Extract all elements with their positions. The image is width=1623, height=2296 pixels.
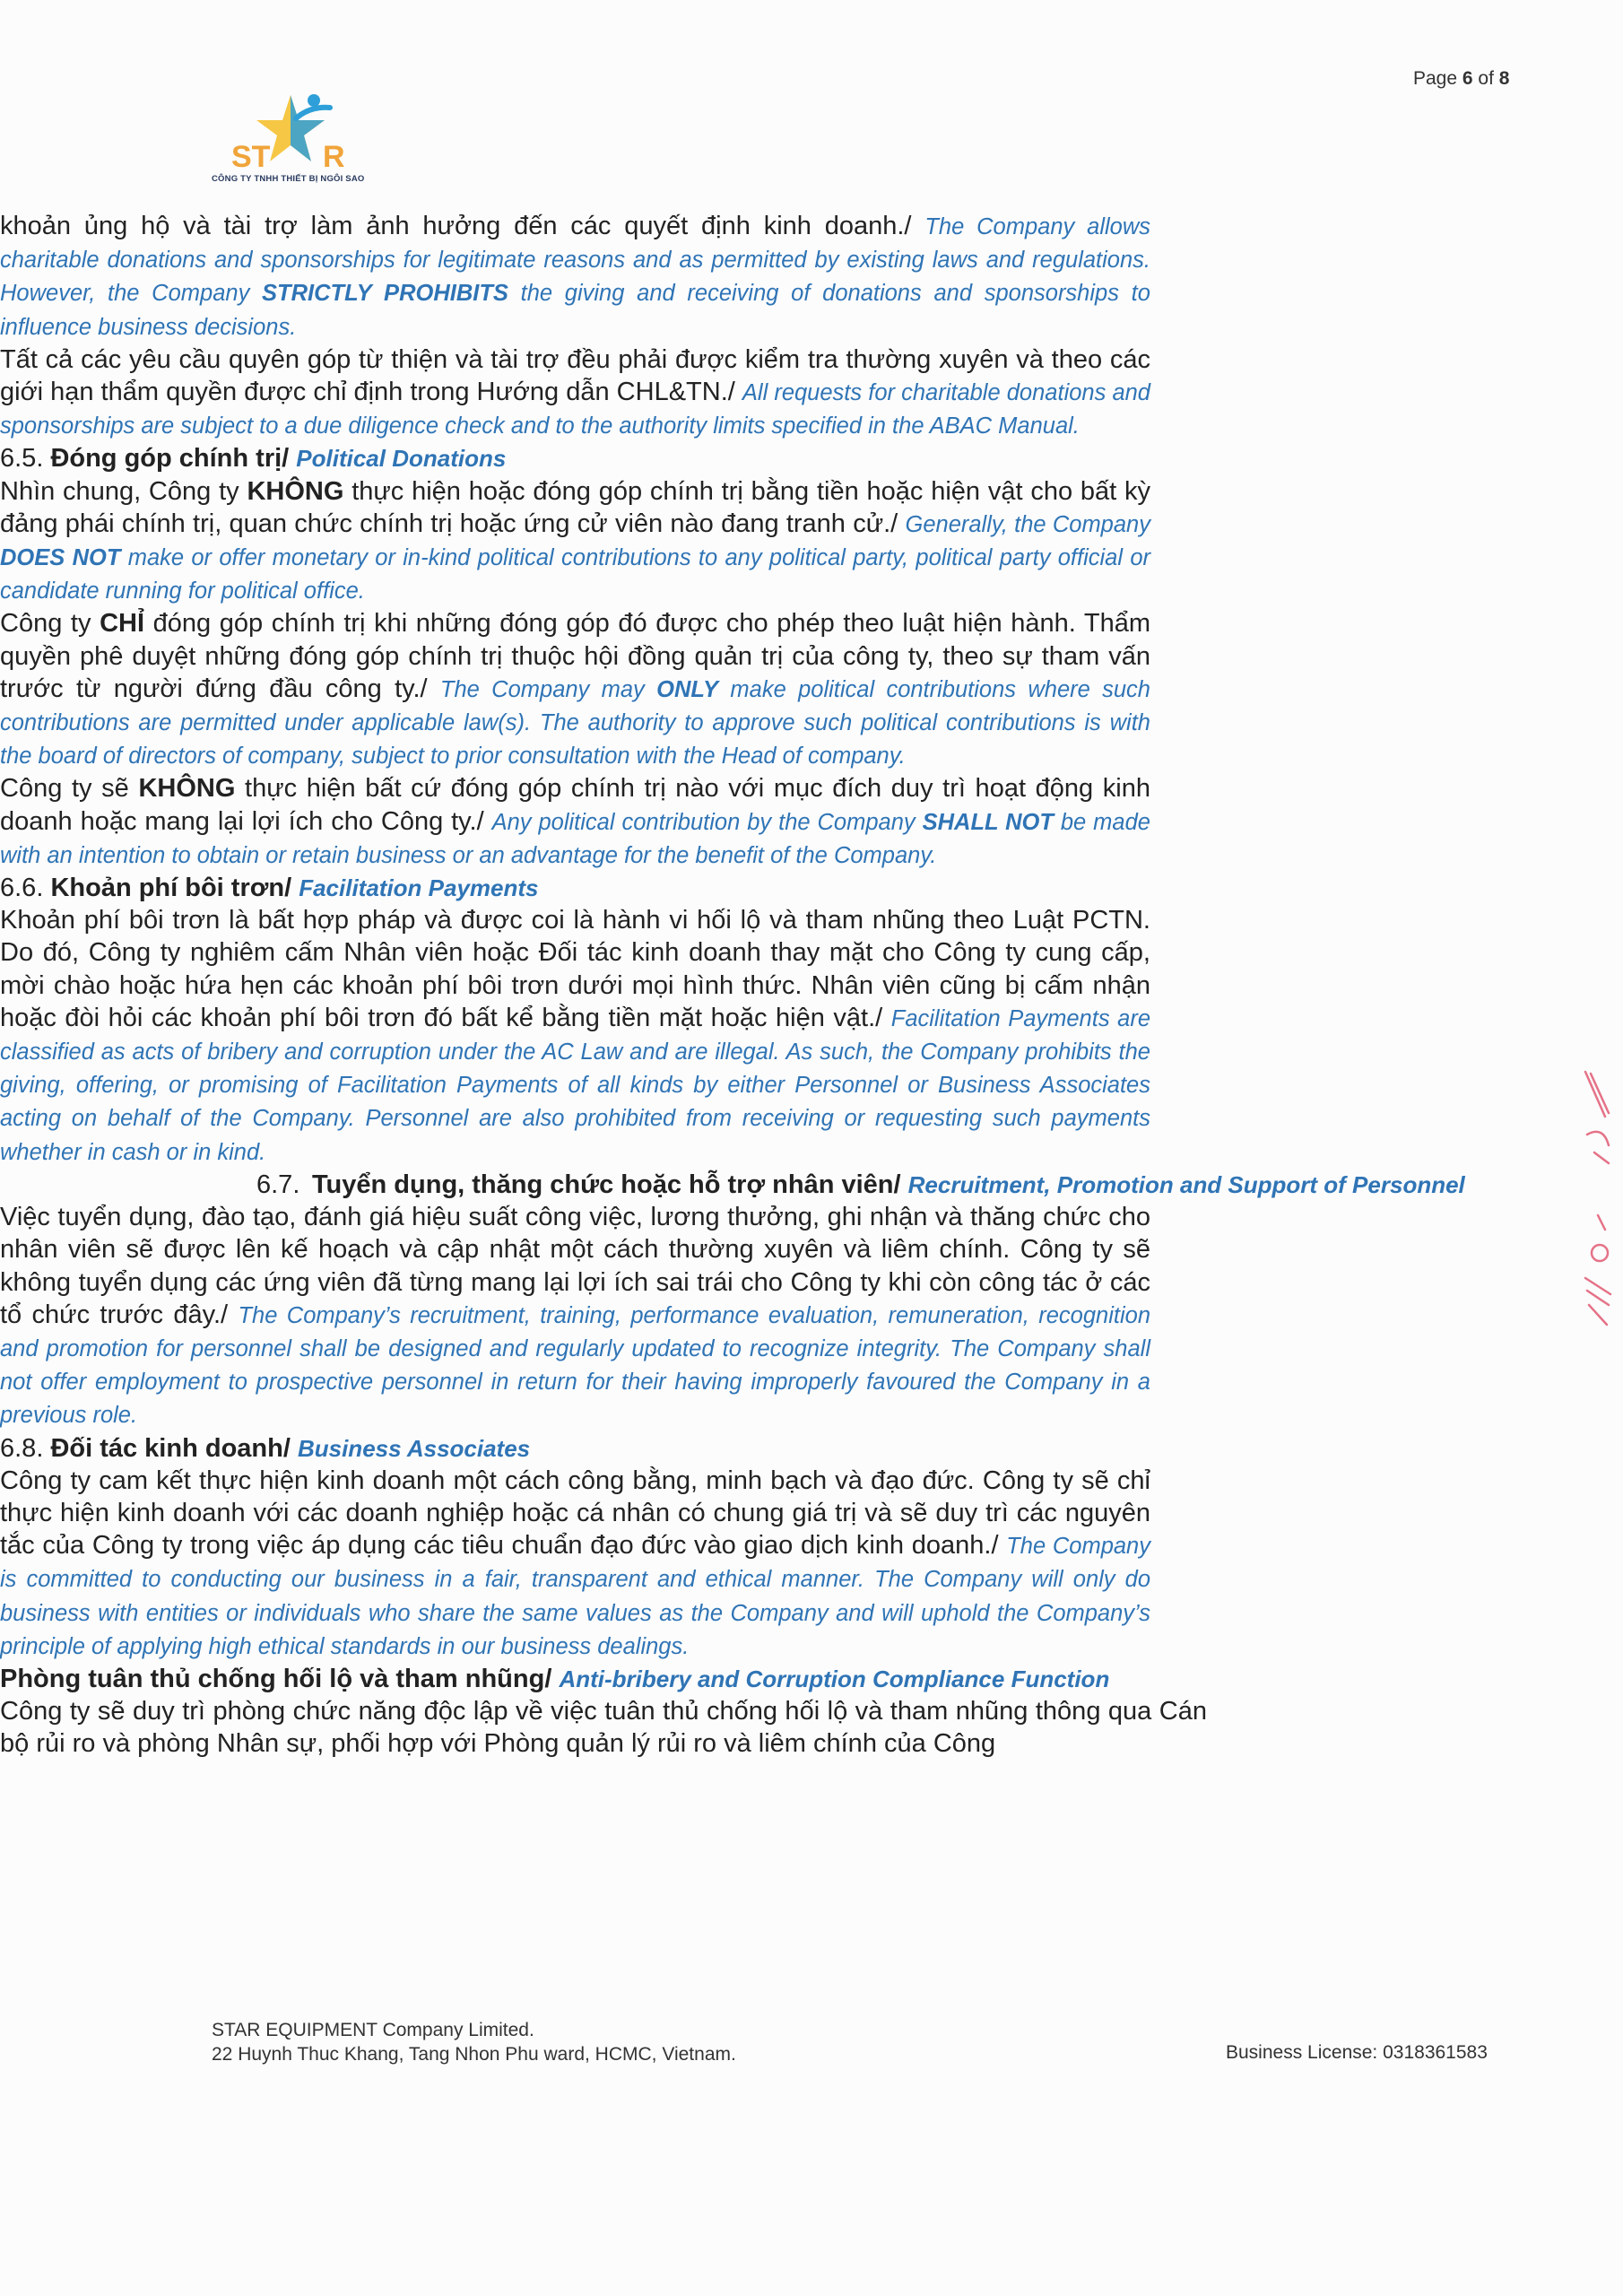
section-6-5-heading: 6.5. Đóng góp chính trị/ Political Donations [0, 444, 507, 474]
stamp-mark-icon [1578, 1063, 1618, 1350]
item-6-5-1: Nhìn chung, Công ty KHÔNG thực hiện hoặc đóng góp chính trị bằng tiền hoặc hiện vật cho bất kỳ đảng phái chính trị, quan chức chính trị hoặc ứng cử viên nào đang tranh cử./ Generally, the Company DOES NOT make or offer monetary or in-kind political contributions to any political party, political party official or candidate running for political office. [0, 476, 1150, 604]
paragraph-continued: khoản ủng hộ và tài trợ làm ảnh hưởng đến các quyết định kinh doanh./ The Company allows charitable donations and sponsorships for legitimate reasons and as permitted by existing laws and regulations. However, the Company STRICTLY PROHIBITS the giving and receiving of donations and sponsorships to influence business decisions. [0, 212, 1151, 340]
footer-license: Business License: 0318361583 [1226, 2042, 1488, 2063]
page-number: Page 6 of 8 [1413, 68, 1510, 89]
section-6-8-heading: 6.8. Đối tác kinh doanh/ Business Associates [0, 1433, 531, 1463]
svg-text:R: R [323, 140, 345, 174]
item-6-4-2: Tất cả các yêu cầu quyên góp từ thiện và tài trợ đều phải được kiểm tra thường xuyên và theo các giới hạn thẩm quyền được chỉ định trong Hướng dẫn CHL&TN./ All requests for charitable donations and sponsorships are subject to a due diligence check and to the authority limits specified in the ABAC Manual. [0, 344, 1150, 439]
section-6-7-heading: 6.7. Tuyển dụng, thăng chức hoặc hỗ trợ nhân viên/ Recruitment, Promotion and Support of Personnel [256, 1170, 1465, 1199]
star-logo-icon [212, 88, 391, 174]
footer-company [212, 2018, 736, 2066]
company-logo [212, 88, 391, 184]
item-6-8-1: Công ty cam kết thực hiện kinh doanh một cách công bằng, minh bạch và đạo đức. Công ty sẽ chỉ thực hiện kinh doanh với các doanh nghiệp hoặc cá nhân có chung giá trị và sẽ duy trì các nguyên tắc của Công ty trong việc áp dụng các tiêu chuẩn đạo đức vào giao dịch kinh doanh./ The Company is committed to conducting our business in a fair, transparent and ethical manner. The Company will only do business with entities or individuals who share the same values as the Company and will uphold the Company’s principle of applying high ethical standards in our business dealings. [0, 1465, 1150, 1659]
svg-text:ST: ST [231, 140, 271, 174]
item-6-6-1: Khoản phí bôi trơn là bất hợp pháp và được coi là hành vi hối lộ và tham nhũng theo Luật PCTN. Do đó, Công ty nghiêm cấm Nhân viên hoặc Đối tác kinh doanh thay mặt cho Công ty cung cấp, mời chào hoặc hứa hẹn các khoản phí bôi trơn dưới mọi hình thức. Nhân viên cũng bị cấm nhận hoặc đòi hỏi các khoản phí bôi trơn đó bất kể bằng tiền mặt hoặc hiện vật./ Facilitation Payments are classified as acts of bribery and corruption under the AC Law and are illegal. As such, the Company prohibits the giving, offering, or promising of Facilitation Payments of all kinds by either Personnel or Business Associates acting on behalf of the Company. Personnel are also prohibited from receiving or requesting such payments whether in cash or in kind. [0, 906, 1150, 1165]
footer-address: 22 Huynh Thuc Khang, Tang Nhon Phu ward, HCMC, Vietnam. [212, 2044, 736, 2065]
footer-company-name: STAR EQUIPMENT Company Limited. [212, 2020, 534, 2040]
item-6-5-2: Công ty CHỈ đóng góp chính trị khi những đóng góp đó được cho phép theo luật hiện hành. Thẩm quyền phê duyệt những đóng góp chính trị thuộc hội đồng quản trị của công ty, theo sự tham vấn trước từ người đứng đầu công ty./ The Company may ONLY make political contributions where such contributions are permitted under applicable law(s). The authority to approve such political contributions is with the board of directors of company, subject to prior consultation with the Head of company. [0, 609, 1150, 770]
item-6-5-3: Công ty sẽ KHÔNG thực hiện bất cứ đóng góp chính trị nào với mục đích duy trì hoạt động kinh doanh hoặc mang lại lợi ích cho Công ty./ Any political contribution by the Company SHALL NOT be made with an intention to obtain or retain business or an advantage for the benefit of the Company. [0, 774, 1150, 868]
document-body [0, 210, 1623, 1761]
logo-caption: CÔNG TY TNHH THIẾT BỊ NGÔI SAO [212, 174, 365, 184]
section-7-heading: Phòng tuân thủ chống hối lộ và tham nhũng/ Anti-bribery and Corruption Compliance Function [0, 1664, 1110, 1693]
item-6-7-1: Việc tuyển dụng, đào tạo, đánh giá hiệu suất công việc, lương thưởng, ghi nhận và thăng chức cho nhân viên sẽ được lên kế hoạch và cập nhật một cách thường xuyên và liêm chính. Công ty sẽ không tuyển dụng các ứng viên đã từng mang lại lợi ích sai trái cho Công ty khi còn công tác ở các tổ chức trước đây./ The Company’s recruitment, training, performance evaluation, remuneration, recognition and promotion for personnel shall be designed and regularly updated to recognize integrity. The Company shall not offer employment to prospective personnel in return for their having improperly favoured the Company in a previous role. [0, 1203, 1150, 1429]
item-7-1: Công ty sẽ duy trì phòng chức năng độc lập về việc tuân thủ chống hối lộ và tham nhũng thông qua Cán bộ rủi ro và phòng Nhân sự, phối hợp với Phòng quản lý rủi ro và liêm chính của Công [0, 1697, 1207, 1759]
section-6-6-heading: 6.6. Khoản phí bôi trơn/ Facilitation Payments [0, 874, 539, 903]
